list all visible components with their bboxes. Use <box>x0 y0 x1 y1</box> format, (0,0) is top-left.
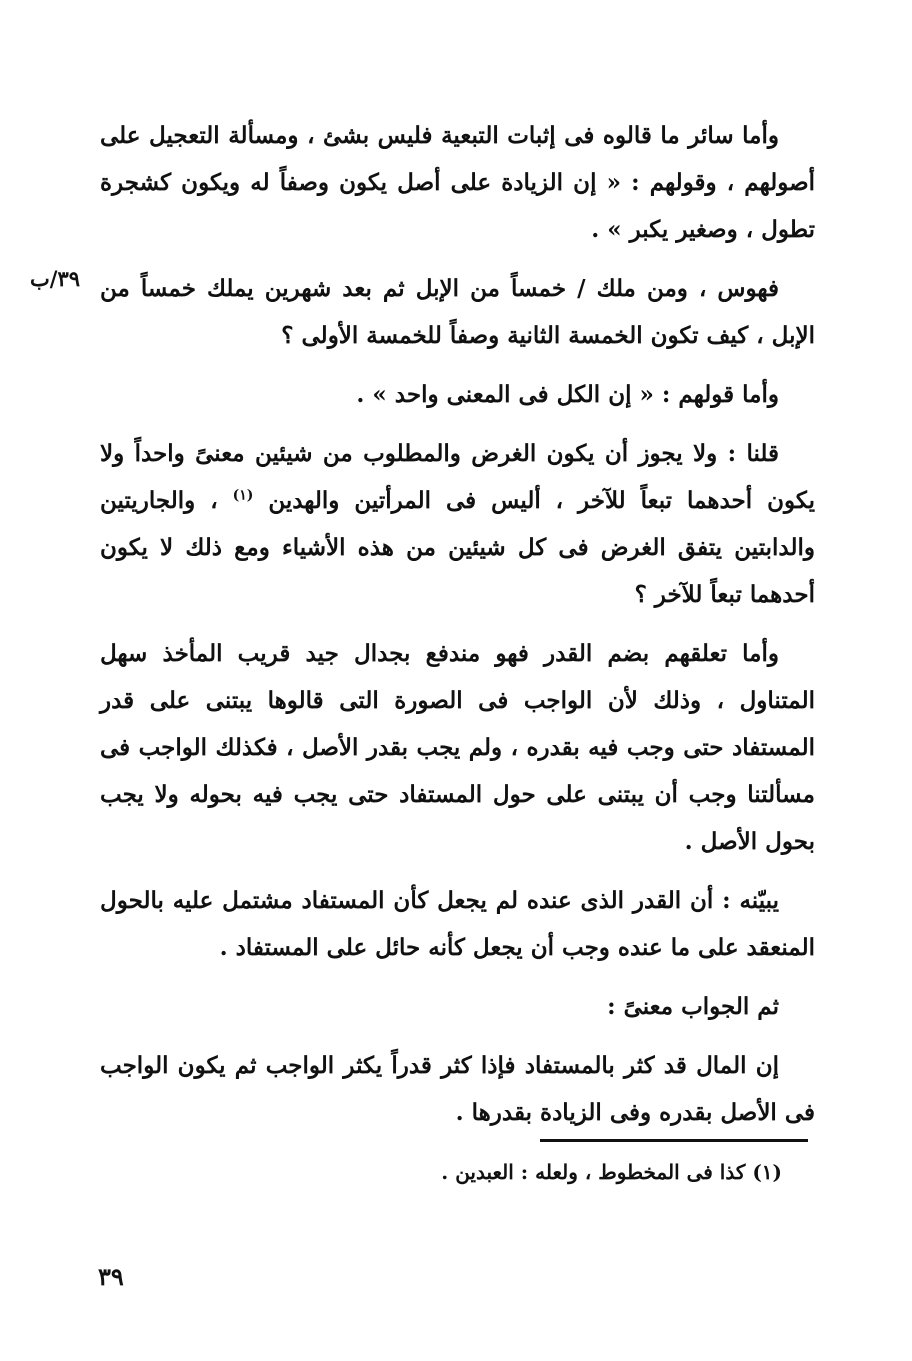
paragraph-4-part-1: قلنا : ولا يجوز أن يكون الغرض والمطلوب من شيئين معنىً واحداً ولا يكون أحدهما تبعاً للآخر ، أليس فى المرأتين والهدين <box>100 440 815 514</box>
paragraph-5: وأما تعلقهم بضم القدر فهو مندفع بجدال جيد قريب المأخذ سهل المتناول ، وذلك لأن الواجب فى الصورة التى قالوها يبتنى على قدر المستفاد حتى وجب فيه بقدره ، ولم يجب بقدر الأصل ، فكذلك الواجب فى مسألتنا وجب أن يبتنى على حول المستفاد حتى يجب فيه بحوله ولا يجب بحول الأصل . <box>100 640 815 855</box>
paragraph-8: إن المال قد كثر بالمستفاد فإذا كثر قدراً يكثر الواجب ثم يكون الواجب فى الأصل بقدره وفى الزيادة بقدرها . <box>100 1052 815 1126</box>
margin-folio-note: ٣٩/ب <box>30 266 81 291</box>
page-number: ٣٩ <box>98 1262 124 1291</box>
paragraph-1: وأما سائر ما قالوه فى إثبات التبعية فليس بشئ ، ومسألة التعجيل على أصولهم ، وقولهم : « إن الزيادة على أصل يكون وصفاً له ويكون كشجرة تطول ، وصغير يكبر » . <box>100 122 815 243</box>
body-text <box>100 112 815 1148</box>
paragraph-6: يبيّنه : أن القدر الذى عنده لم يجعل كأن المستفاد مشتمل عليه بالحول المنعقد على ما عنده وجب أن يجعل كأنه حائل على المستفاد . <box>100 887 815 961</box>
paragraph-3: وأما قولهم : « إن الكل فى المعنى واحد » . <box>356 381 779 408</box>
footnote: (١) كذا فى المخطوط ، ولعله : العبدين . <box>441 1160 782 1184</box>
footnote-divider <box>540 1139 808 1142</box>
paragraph-2: فهوس ، ومن ملك / خمساً من الإبل ثم بعد شهرين يملك خمساً من الإبل ، كيف تكون الخمسة الثانية وصفاً للخمسة الأولى ؟ <box>100 275 815 349</box>
footnote-reference: (١) <box>232 487 254 504</box>
paragraph-7: ثم الجواب معنىً : <box>607 993 779 1020</box>
paragraph-4 <box>100 430 815 618</box>
paragraph-4-part-2: ، والجاريتين والدابتين يتفق الغرض فى كل شيئين من هذه الأشياء ومع ذلك لا يكون أحدهما تبعاً للآخر ؟ <box>100 487 815 608</box>
